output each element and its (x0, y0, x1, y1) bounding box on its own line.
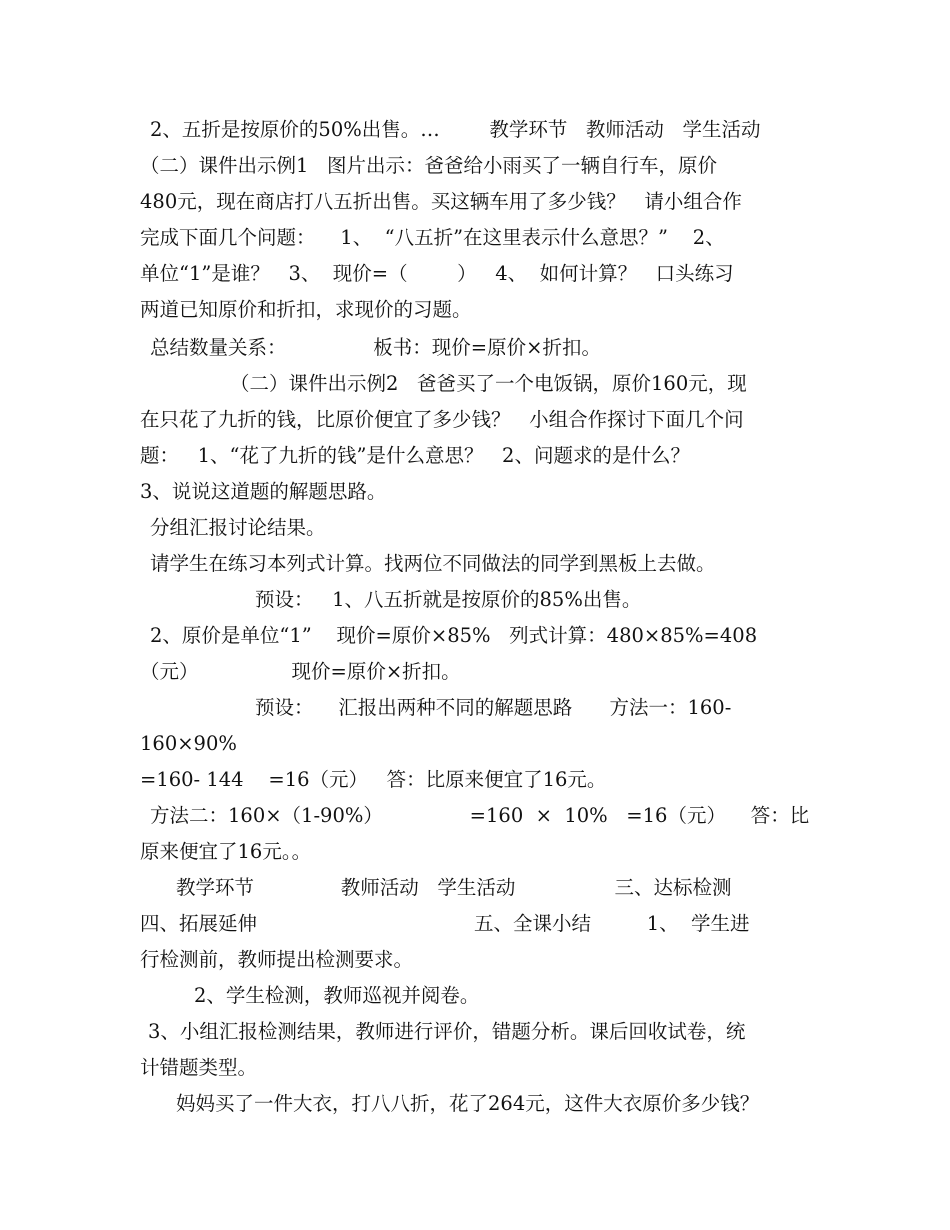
text-line: 3、小组汇报检测结果，教师进行评价，错题分析。课后回收试卷，统 (148, 1020, 746, 1043)
text-line: 2、学生检测，教师巡视并阅卷。 (194, 984, 480, 1007)
text-line: 教学环节 教师活动 学生活动 三、达标检测 (176, 876, 732, 899)
text-line: （二）课件出示例1 图片出示：爸爸给小雨买了一辆自行车，原价 (140, 154, 718, 177)
text-line: 行检测前，教师提出检测要求。 (140, 948, 414, 971)
text-line: 请学生在练习本列式计算。找两位不同做法的同学到黑板上去做。 (150, 552, 716, 575)
text-line: 题： 1、“花了九折的钱”是什么意思？ 2、问题求的是什么？ (140, 444, 690, 467)
text-line: 预设： 1、八五折就是按原价的85%出售。 (255, 588, 642, 611)
text-line: 2、原价是单位“1” 现价=原价×85% 列式计算：480×85%=408 (150, 624, 758, 647)
text-line: （元） 现价=原价×折扣。 (140, 660, 461, 683)
text-line: 方法二：160×（1-90%） =160 × 10% =16（元） 答：比 (150, 804, 810, 827)
text-line: 预设： 汇报出两种不同的解题思路 方法一：160- (255, 696, 732, 719)
text-line: 单位“1”是谁？ 3、 现价=（ ） 4、 如何计算？ 口头练习 (140, 262, 734, 285)
text-line: 两道已知原价和折扣，求现价的习题。 (140, 298, 472, 321)
text-line: 160×90% (140, 732, 237, 755)
text-line: 3、说说这道题的解题思路。 (140, 480, 387, 503)
text-line: 480元，现在商店打八五折出售。买这辆车用了多少钱？ 请小组合作 (140, 190, 742, 213)
text-line: =160- 144 =16（元） 答：比原来便宜了16元。 (140, 768, 607, 791)
text-line: 四、拓展延伸 五、全课小结 1、 学生进 (140, 912, 750, 935)
text-line: 2、五折是按原价的50%出售。… 教学环节 教师活动 学生活动 (150, 118, 761, 141)
text-line: （二）课件出示例2 爸爸买了一个电饭锅，原价160元，现 (230, 372, 747, 395)
text-line: 完成下面几个问题： 1、 “八五折”在这里表示什么意思？” 2、 (140, 226, 725, 249)
text-line: 在只花了九折的钱，比原价便宜了多少钱？ 小组合作探讨下面几个问 (140, 408, 744, 431)
text-line: 分组汇报讨论结果。 (150, 516, 326, 539)
text-line: 总结数量关系： 板书：现价=原价×折扣。 (150, 336, 601, 359)
text-line: 原来便宜了16元。。 (140, 840, 312, 863)
text-line: 计错题类型。 (140, 1056, 258, 1079)
text-line: 妈妈买了一件大衣，打八八折，花了264元，这件大衣原价多少钱？ (176, 1092, 760, 1115)
